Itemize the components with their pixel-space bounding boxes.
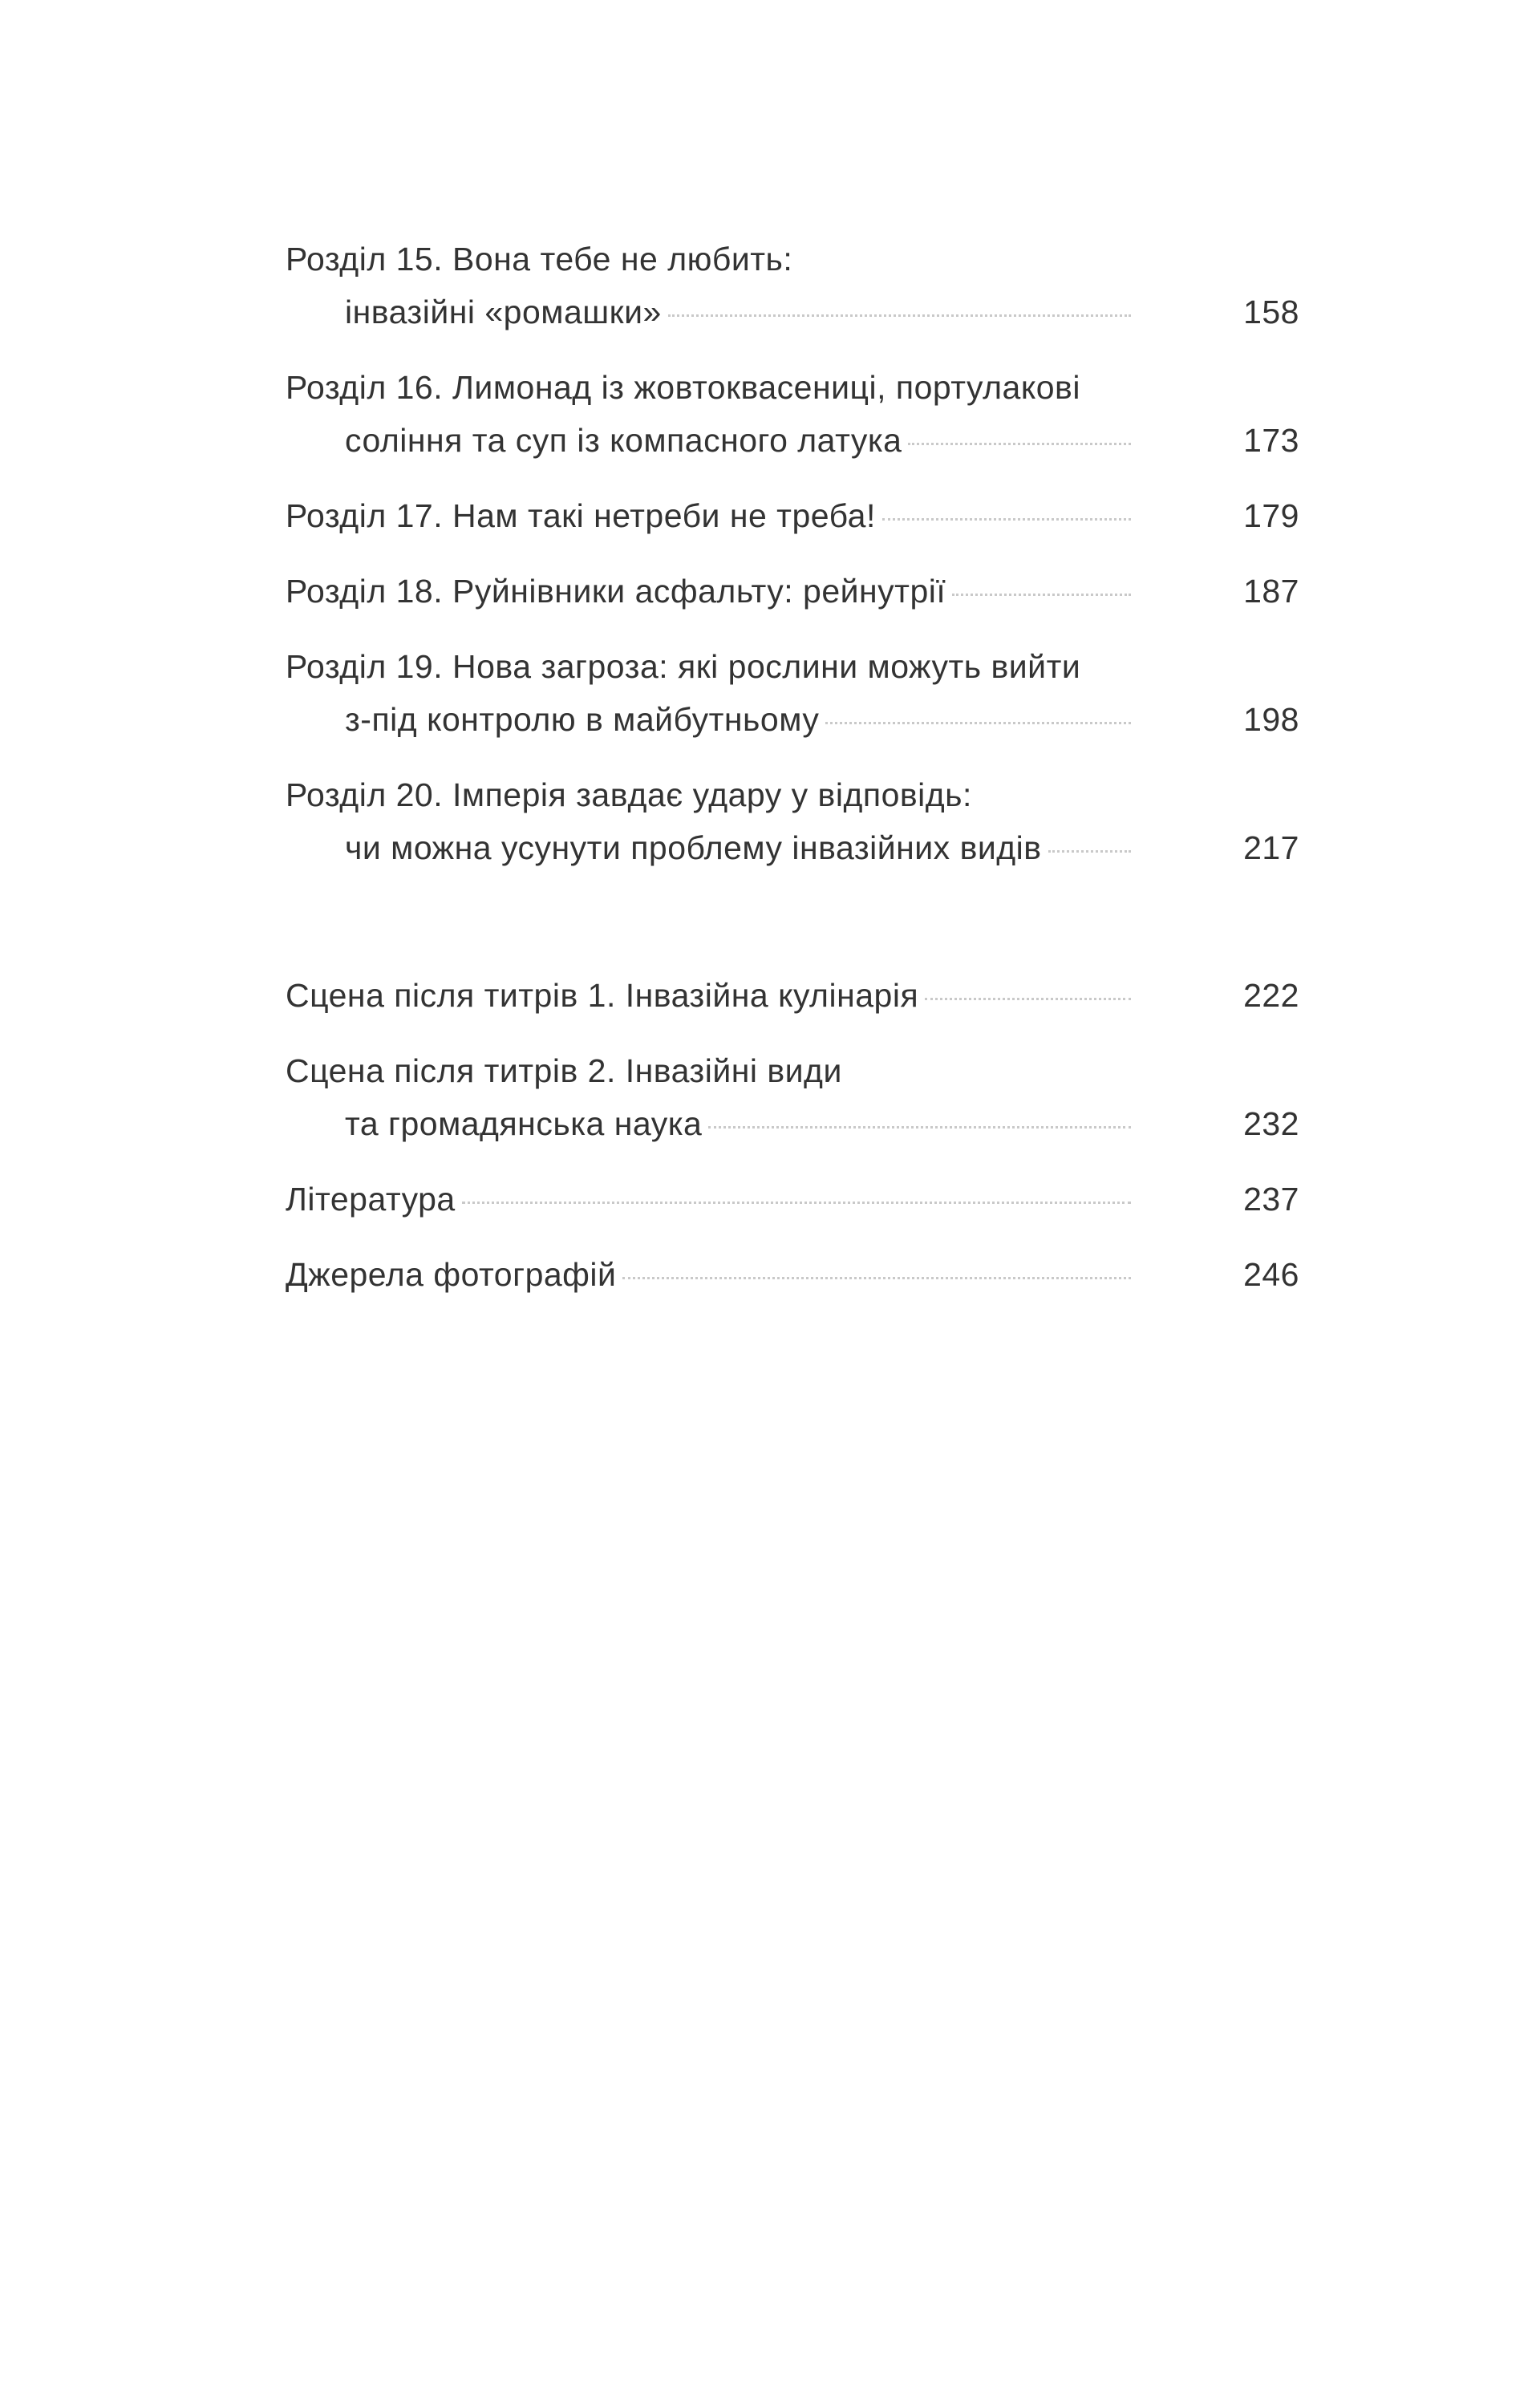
toc-entry-last-line bbox=[286, 286, 1299, 338]
toc-entry-title-line: Розділ 15. Вона тебе не любить: bbox=[286, 241, 793, 278]
toc-entry-photo-sources[interactable] bbox=[286, 1248, 1299, 1301]
toc-entry-title-line: Розділ 20. Імперія завдає удару у відповідь: bbox=[286, 776, 972, 813]
toc-entry-chapter-19[interactable] bbox=[286, 640, 1299, 746]
toc-page-number: 179 bbox=[1243, 497, 1299, 534]
toc-page-number: 198 bbox=[1243, 701, 1299, 738]
toc-entry-last-line bbox=[286, 693, 1299, 746]
toc-entry-chapter-20[interactable] bbox=[286, 768, 1299, 874]
toc-entry-title-continuation: чи можна усунути проблему інвазійних видів bbox=[345, 821, 1048, 874]
toc-entry-title-continuation: та громадянська наука bbox=[345, 1097, 708, 1150]
toc-entry-title: Розділ 17. Нам такі нетреби не треба! bbox=[286, 489, 882, 542]
toc-entry-title-line: Сцена після титрів 2. Інвазійні види bbox=[286, 1052, 842, 1089]
toc-entry-post-credits-2[interactable] bbox=[286, 1044, 1299, 1150]
toc-page-number: 222 bbox=[1243, 977, 1299, 1014]
toc-entry-chapter-18[interactable] bbox=[286, 565, 1299, 618]
dot-leader bbox=[462, 1202, 1131, 1204]
toc-entry-last-line bbox=[286, 1097, 1299, 1150]
toc-entry-title-continuation: соління та суп із компасного латука bbox=[345, 414, 908, 467]
toc-entry-post-credits-1[interactable] bbox=[286, 969, 1299, 1022]
toc-entry-last-line bbox=[286, 489, 1299, 542]
dot-leader bbox=[1048, 850, 1131, 853]
dot-leader bbox=[708, 1126, 1131, 1129]
toc-entry-title: Розділ 18. Руйнівники асфальту: рейнутрії bbox=[286, 565, 952, 618]
toc-entry-chapter-16[interactable] bbox=[286, 361, 1299, 467]
toc-page-number: 237 bbox=[1243, 1181, 1299, 1218]
dot-leader bbox=[882, 518, 1131, 521]
toc-entry-last-line bbox=[286, 1173, 1299, 1226]
dot-leader bbox=[668, 314, 1131, 317]
toc-page-number: 246 bbox=[1243, 1256, 1299, 1293]
toc-page-number: 187 bbox=[1243, 573, 1299, 610]
toc-page-number: 232 bbox=[1243, 1105, 1299, 1142]
toc-entry-title-line: Розділ 16. Лимонад із жовтоквасениці, портулакові bbox=[286, 369, 1080, 406]
dot-leader bbox=[925, 998, 1131, 1000]
toc-entry-title-continuation: інвазійні «ромашки» bbox=[345, 286, 668, 338]
dot-leader bbox=[825, 722, 1131, 724]
toc-entry-title-line: Розділ 19. Нова загроза: які рослини можуть вийти bbox=[286, 648, 1081, 685]
toc-page-number: 173 bbox=[1243, 422, 1299, 459]
toc-entry-last-line bbox=[286, 821, 1299, 874]
toc-entry-last-line bbox=[286, 969, 1299, 1022]
dot-leader bbox=[622, 1277, 1131, 1279]
toc-entry-last-line bbox=[286, 1248, 1299, 1301]
toc-entry-title-continuation: з-під контролю в майбутньому bbox=[345, 693, 825, 746]
toc-entry-literature[interactable] bbox=[286, 1173, 1299, 1226]
toc-entry-title: Сцена після титрів 1. Інвазійна кулінарія bbox=[286, 969, 925, 1022]
toc-entry-last-line bbox=[286, 414, 1299, 467]
toc-page-number: 217 bbox=[1243, 829, 1299, 866]
dot-leader bbox=[908, 443, 1131, 445]
toc-entry-title: Джерела фотографій bbox=[286, 1248, 622, 1301]
toc-entry-chapter-17[interactable] bbox=[286, 489, 1299, 542]
toc-entry-chapter-15[interactable] bbox=[286, 233, 1299, 338]
table-of-contents bbox=[286, 233, 1299, 1301]
toc-page-number: 158 bbox=[1243, 294, 1299, 330]
toc-entry-title: Література bbox=[286, 1173, 462, 1226]
dot-leader bbox=[952, 594, 1131, 596]
toc-entry-last-line bbox=[286, 565, 1299, 618]
